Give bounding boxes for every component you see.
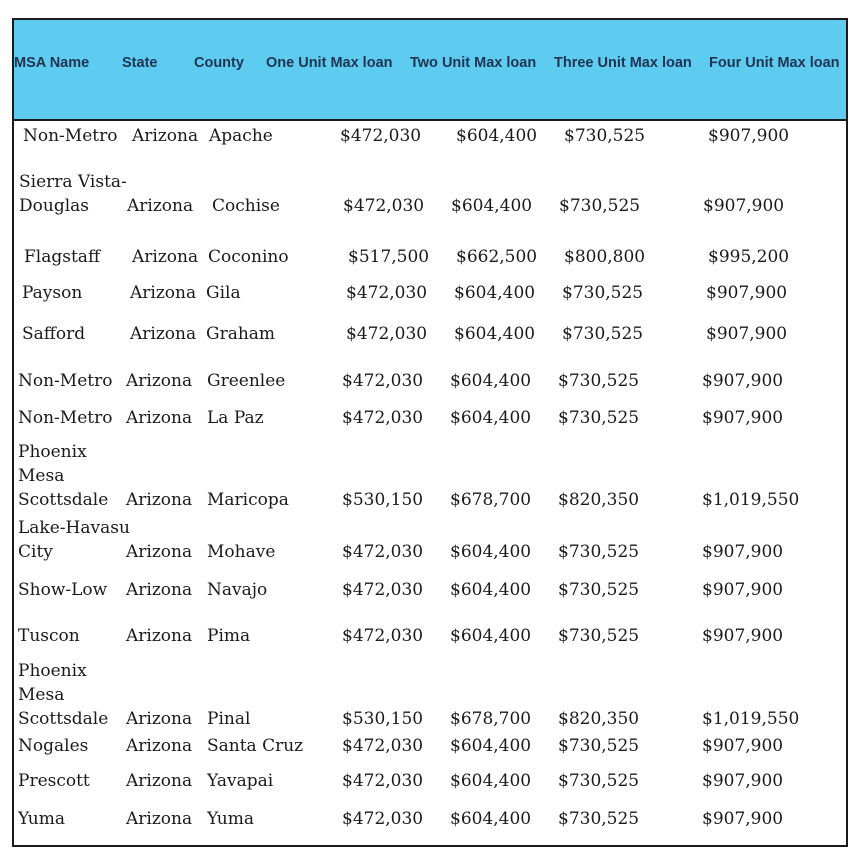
one-unit-cell: $472,030 (342, 809, 424, 829)
four-unit-cell: $907,900 (702, 771, 784, 791)
msa-name-cell: Non-Metro (18, 408, 113, 428)
county-cell: Pinal (207, 709, 251, 729)
msa-name-cell: Sierra Vista- (19, 172, 127, 192)
msa-name-cell: Non-Metro (18, 371, 113, 391)
four-unit-cell: $907,900 (702, 542, 784, 562)
three-unit-cell: $730,525 (558, 371, 640, 391)
two-unit-cell: $604,400 (450, 371, 532, 391)
one-unit-cell: $517,500 (348, 247, 430, 267)
one-unit-cell: $472,030 (342, 626, 424, 646)
four-unit-cell: $995,200 (708, 247, 790, 267)
msa-name-cell: Phoenix (18, 661, 87, 681)
msa-name-cell: Tuscon (18, 626, 80, 646)
county-cell: Mohave (207, 542, 276, 562)
two-unit-cell: $604,400 (454, 324, 536, 344)
two-unit-cell: $604,400 (451, 196, 533, 216)
header-state: State (122, 55, 158, 71)
three-unit-cell: $820,350 (558, 709, 640, 729)
table-header (14, 20, 846, 121)
one-unit-cell: $472,030 (346, 283, 428, 303)
msa-name-cell: City (18, 542, 53, 562)
one-unit-cell: $530,150 (342, 709, 424, 729)
four-unit-cell: $907,900 (702, 371, 784, 391)
state-cell: Arizona (126, 542, 193, 562)
county-cell: Pima (207, 626, 251, 646)
county-cell: Gila (206, 283, 241, 303)
msa-name-cell: Yuma (18, 809, 65, 829)
two-unit-cell: $604,400 (450, 809, 532, 829)
two-unit-cell: $604,400 (454, 283, 536, 303)
county-cell: Yuma (207, 809, 254, 829)
three-unit-cell: $730,525 (562, 283, 644, 303)
two-unit-cell: $604,400 (450, 626, 532, 646)
one-unit-cell: $530,150 (342, 490, 424, 510)
county-cell: Greenlee (207, 371, 286, 391)
four-unit-cell: $907,900 (706, 283, 788, 303)
three-unit-cell: $730,525 (558, 809, 640, 829)
msa-name-cell: Mesa (18, 685, 65, 705)
header-msa-name: MSA Name (14, 55, 90, 71)
four-unit-cell: $907,900 (702, 408, 784, 428)
four-unit-cell: $907,900 (703, 196, 785, 216)
state-cell: Arizona (126, 809, 193, 829)
state-cell: Arizona (126, 371, 193, 391)
three-unit-cell: $730,525 (558, 542, 640, 562)
two-unit-cell: $604,400 (450, 771, 532, 791)
one-unit-cell: $472,030 (342, 542, 424, 562)
msa-name-cell: Scottsdale (18, 709, 109, 729)
state-cell: Arizona (126, 580, 193, 600)
four-unit-cell: $907,900 (706, 324, 788, 344)
four-unit-cell: $907,900 (702, 626, 784, 646)
msa-name-cell: Lake-Havasu (18, 518, 130, 538)
header-three-unit: Three Unit Max loan (554, 55, 692, 71)
three-unit-cell: $820,350 (558, 490, 640, 510)
state-cell: Arizona (126, 736, 193, 756)
state-cell: Arizona (132, 126, 199, 146)
four-unit-cell: $1,019,550 (702, 490, 800, 510)
msa-name-cell: Safford (22, 324, 86, 344)
msa-name-cell: Payson (22, 283, 83, 303)
msa-name-cell: Nogales (18, 736, 89, 756)
two-unit-cell: $678,700 (450, 490, 532, 510)
county-cell: Apache (209, 126, 273, 146)
two-unit-cell: $678,700 (450, 709, 532, 729)
one-unit-cell: $472,030 (346, 324, 428, 344)
county-cell: Cochise (212, 196, 280, 216)
header-county: County (194, 55, 244, 71)
header-one-unit: One Unit Max loan (266, 55, 393, 71)
msa-name-cell: Mesa (18, 466, 65, 486)
three-unit-cell: $730,525 (558, 626, 640, 646)
state-cell: Arizona (127, 196, 194, 216)
county-cell: Yavapai (207, 771, 274, 791)
state-cell: Arizona (130, 283, 197, 303)
one-unit-cell: $472,030 (342, 580, 424, 600)
four-unit-cell: $907,900 (702, 809, 784, 829)
four-unit-cell: $907,900 (702, 580, 784, 600)
county-cell: Navajo (207, 580, 268, 600)
three-unit-cell: $800,800 (564, 247, 646, 267)
county-cell: Graham (206, 324, 276, 344)
msa-name-cell: Phoenix (18, 442, 87, 462)
three-unit-cell: $730,525 (559, 196, 641, 216)
header-two-unit: Two Unit Max loan (410, 55, 537, 71)
three-unit-cell: $730,525 (558, 771, 640, 791)
state-cell: Arizona (130, 324, 197, 344)
two-unit-cell: $604,400 (450, 542, 532, 562)
county-cell: La Paz (207, 408, 264, 428)
one-unit-cell: $472,030 (343, 196, 425, 216)
three-unit-cell: $730,525 (562, 324, 644, 344)
msa-name-cell: Scottsdale (18, 490, 109, 510)
one-unit-cell: $472,030 (342, 771, 424, 791)
three-unit-cell: $730,525 (558, 736, 640, 756)
four-unit-cell: $907,900 (702, 736, 784, 756)
msa-name-cell: Douglas (19, 196, 89, 216)
loan-limits-table (12, 18, 848, 847)
one-unit-cell: $472,030 (340, 126, 422, 146)
msa-name-cell: Show-Low (18, 580, 108, 600)
two-unit-cell: $604,400 (450, 736, 532, 756)
one-unit-cell: $472,030 (342, 371, 424, 391)
state-cell: Arizona (126, 490, 193, 510)
county-cell: Santa Cruz (207, 736, 304, 756)
two-unit-cell: $604,400 (456, 126, 538, 146)
state-cell: Arizona (126, 771, 193, 791)
state-cell: Arizona (132, 247, 199, 267)
state-cell: Arizona (126, 709, 193, 729)
state-cell: Arizona (126, 626, 193, 646)
four-unit-cell: $907,900 (708, 126, 790, 146)
three-unit-cell: $730,525 (558, 408, 640, 428)
two-unit-cell: $662,500 (456, 247, 538, 267)
msa-name-cell: Flagstaff (24, 247, 101, 267)
four-unit-cell: $1,019,550 (702, 709, 800, 729)
two-unit-cell: $604,400 (450, 408, 532, 428)
county-cell: Coconino (208, 247, 289, 267)
state-cell: Arizona (126, 408, 193, 428)
one-unit-cell: $472,030 (342, 736, 424, 756)
three-unit-cell: $730,525 (564, 126, 646, 146)
three-unit-cell: $730,525 (558, 580, 640, 600)
one-unit-cell: $472,030 (342, 408, 424, 428)
header-four-unit: Four Unit Max loan (709, 55, 840, 71)
two-unit-cell: $604,400 (450, 580, 532, 600)
msa-name-cell: Prescott (18, 771, 90, 791)
county-cell: Maricopa (207, 490, 289, 510)
msa-name-cell: Non-Metro (23, 126, 118, 146)
